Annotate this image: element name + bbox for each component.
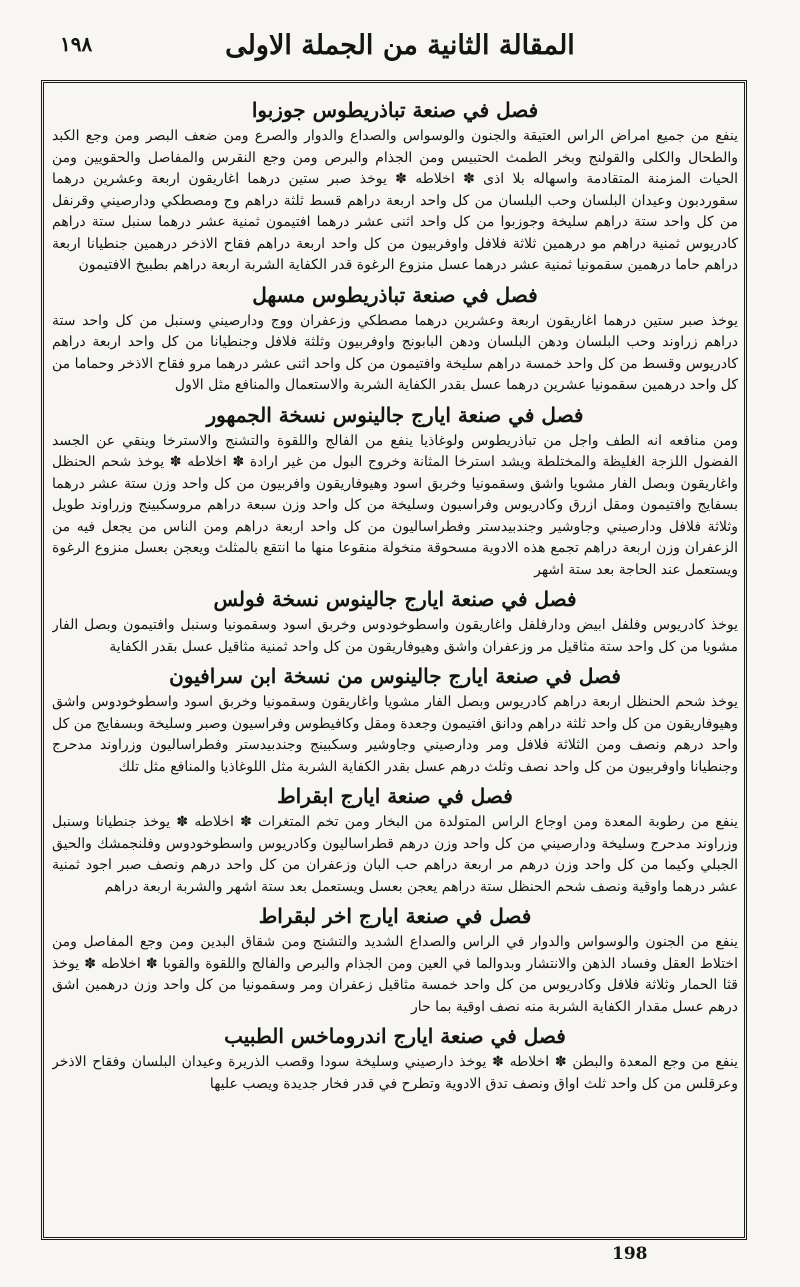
section-1 [52,96,738,277]
section-body: يوخذ كادريوس وفلفل ابيض ودارفلفل واغاريقون واسطوخودوس وخربق اسود وسقمونيا وسنبل وافتيمون وبصل الفار مشويا من كل واحد ستة مثاقيل مر وزعفران واشق وهيوفاريقون من كل واحد ثمنية مثاقيل عسل بقدر الكفاية [52,617,738,655]
chapter-title: المقالة الثانية من الجملة الاولى [225,30,575,61]
section-body: ينفع من الجنون والوسواس والدوار في الراس والصداع الشديد والتشنج ومن شقاق البدين ومن وجع المفاصل ومن اختلاط العقل وفساد الذهن والانتشار وبدوالما في العين ومن الجذام والبرص والفالج واللقوة والقوبا ✽ اخلاطه ✽ يوخذ قثا الحمار وثلاثة فلافل وكادريوس من كل واحد خمسة مثاقيل زعفران ومر وسقمونيا من كل واحد وزن درهمين اشق درهم عسل مقدار الكفاية الشربة منه نصف اوقية بما حار [52,934,738,1015]
section-title: فصل في صنعة ايارج ابقراط [277,784,513,808]
section-body: ينفع من جميع امراض الراس العتيقة والجنون والوسواس والصداع والدوار والصرع ومن ضعف البصر ومن وجع الكبد والطحال والكلى والقولنج وبخر الطمث الحتبيس ومن الجذام والبرص ومن وجع النقرس والمفاصل والحقويين ومن الحيات المزمنة المتقادمة واسهاله بلا اذى ✽ اخلاطه ✽ يوخذ صبر ستين درهما اغاريقون اربعة وعشرين درهما سقوردبون وعيدان البلسان وحب البلسان من كل واحد اربعة دراهم قسط ثلثة دراهم وج ومصطكي ودارصيني وقرنفل من كل واحد ستة دراهم سليخة وجوزبوا من كل واحد اثنى عشر درهما افتيمون ثمنية عشر درهما سنبل ستة دراهم كادريوس ثمنية دراهم مو درهمين ثلاثة فلافل واوفربيون من كل واحد اربعة دراهم فقاح الاذخر درهمين جنطيانا اربعة دراهم حاما درهمين سقمونيا ثمنية عشر درهما عسل منزوع الرغوة قدر الكفاية الشربة اربعة دراهم بطبيخ الافتيمون [52,128,738,273]
section-2 [52,281,738,397]
section-title: فصل في صنعة ايارج اندروماخس الطبيب [224,1024,566,1048]
section-body: يوخذ صبر ستين درهما اغاريقون اربعة وعشرين درهما مصطكي وزعفران ووج ودارصيني وسنبل من كل واحد ستة دراهم زراوند وحب البلسان ودهن البلسان ودهن البابونج واوفربيون وثلثة فلافل وجنطيانا من كل واحد اربعة دراهم كادريوس وقسط من كل واحد خمسة دراهم سليخة وافتيمون من كل واحد اثنى عشر درهما مرو فقاح الاذخر وحماما من كل واحد درهمين سقمونيا عشرين درهما عسل بقدر الكفاية الشربة والاستعمال والمنافع مثل الاول [52,312,738,393]
section-title: فصل في صنعة تباذريطوس مسهل [252,282,538,307]
section-7 [52,902,738,1018]
section-title: فصل في صنعة ايارج اخر لبقراط [258,904,532,928]
section-8 [52,1022,738,1095]
page-number-top: ١٩٨ [60,32,93,56]
section-body: ومن منافعه انه الطف واجل من تباذريطوس ولوغاذيا ينفع من الفالج واللقوة والتشنج والاسترخا وينقي عن الجسد الفضول اللزجة الغليظة والمختلطة ويشد استرخا المثانة وخروج البول من غير ارادة ✽ اخلاطه ✽ يوخذ شحم الحنظل واغاريقون وبصل الفار مشويا واشق وسقمونيا وخربق اسود وهيوفاريقون وافربيون من كل واحد وزن ستة عشر درهما بسفايج وافتيمون ومقل ازرق وكادريوس وفراسيون وسليخة من كل واحد وزن سبعة دراهم مروسكبينج وزراوند طويل وثلاثة فلافل ودارصيني وجاوشير وجندبيدستر وفطراساليون من كل واحد اربعة دراهم ومن الناس من يجعل فيه من الزعفران وزن اربعة دراهم تجمع هذه الادوية مسحوقة منخولة منقوعا منها ما انتقع بالمثلث ويعجن بعسل منزوع الرغوة ويستعمل عند الحاجة بعد ستة اشهر [52,432,738,578]
running-head [40,26,760,66]
section-body: ينفع من وجع المعدة والبطن ✽ اخلاطه ✽ يوخذ دارصيني وسليخة سودا وقصب الذريرة وعيدان البلسان وفقاح الاذخر وعرقلس من كل واحد ثلث اواق ونصف تدق الادوية وتطرح في قدر فخار جديدة ويصب عليها [52,1054,738,1092]
section-5 [52,662,738,778]
section-title: فصل في صنعة ايارج جالينوس نسخة الجمهور [206,402,584,427]
section-title: فصل في صنعة تباذريطوس جوزبوا [251,98,539,122]
text-block [52,92,738,1230]
section-title: فصل في صنعة ايارج جالينوس من نسخة ابن سرافيون [169,664,621,688]
section-3 [52,401,738,582]
page-number-bottom: 198 [612,1244,648,1264]
section-6 [52,782,738,898]
section-body: ينفع من رطوبة المعدة ومن اوجاع الراس المتولدة من البخار ومن تخم المتغرات ✽ اخلاطه ✽ يوخذ جنطيانا وسنبل وزراوند مدحرج وسليخة ودارصيني من كل واحد وزن درهم قطراساليون وكادريوس واسطوخودوس وفلنجمشك والحيق الجبلي وكيما من كل واحد وزن درهم مر اربعة دراهم حب البان وزعفران من كل واحد درهم ونصف صبر اجود ثمنية عشر درهما واوقية ونصف شحم الحنظل ستة دراهم يعجن بعسل ويستعمل بعد ستة اشهر والشربة اربعة دراهم [52,814,738,895]
section-body: يوخذ شحم الحنظل اربعة دراهم كادريوس وبصل الفار مشويا واغاريقون وسقمونيا وخربق اسود واسطوخودوس واشق وهيوفاريقون من كل واحد ثلثة دراهم ودانق افتيمون وجعدة ومقل وكافيطوس وفراسيون وصبر وسليخة وبسفايج من كل واحد درهم ونصف ومن الثلاثة فلافل ومر ودارصيني وجاوشير وسكبينج وجندبيدستر وفطراساليون وزراوند مدحرج وجنطيانا واوفربيون من كل واحد نصف وثلث درهم عسل بقدر الكفاية الشربة مثل اللوغاذيا والمنافع مثل تلك [52,694,738,775]
section-title: فصل في صنعة ايارج جالينوس نسخة فولس [213,587,577,611]
section-4 [52,585,738,658]
